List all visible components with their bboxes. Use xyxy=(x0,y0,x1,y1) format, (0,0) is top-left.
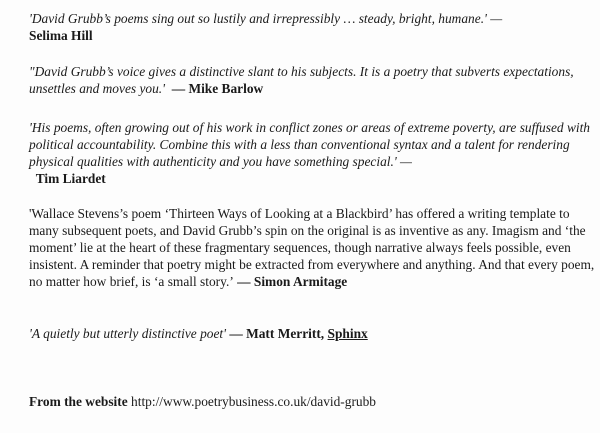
review-quote-2 xyxy=(29,63,595,97)
quote-author: — Mike Barlow xyxy=(171,81,264,96)
quote-author: — Simon Armitage xyxy=(237,274,348,289)
quote-text: "David Grubb’s voice gives a distinctive slant to his subjects. It is a poetry that subverts expectations, unsettles and moves you.' xyxy=(29,64,574,96)
review-quote-3 xyxy=(29,119,595,187)
publication-link[interactable]: Sphinx xyxy=(327,326,368,341)
review-quote-4 xyxy=(29,205,595,290)
quote-text: 'Wallace Stevens’s poem ‘Thirteen Ways of Looking at a Blackbird’ has offered a writing template to many subsequent poets, and David Grubb’s spin on the original is as inventive as any. Imagism and ‘the moment’ lie at the heart of these fragmentary sequences, though narrative always feels possible, even insistent. A reminder that poetry might be extracted from everywhere and anything. And that every poem, no matter how brief, is ‘a small story.’ xyxy=(29,206,595,289)
review-quote-1 xyxy=(29,10,595,44)
quote-author: Tim Liardet xyxy=(35,171,106,186)
quote-author: Selima Hill xyxy=(29,28,93,43)
quote-text: 'David Grubb’s poems sing out so lustily and irrepressibly … steady, bright, humane.' — xyxy=(29,11,503,26)
website-url[interactable]: http://www.poetrybusiness.co.uk/david-grubb xyxy=(131,394,376,409)
quote-text: 'His poems, often growing out of his work in conflict zones or areas of extreme poverty, are suffused with political accountability. Combine this with a less than conventional syntax and a talent for rendering physical qualities with authenticity and you have something special.' — xyxy=(29,120,591,169)
quote-author: — Matt Merritt, xyxy=(229,326,325,341)
review-quote-5 xyxy=(29,325,595,342)
quote-text: 'A quietly but utterly distinctive poet' xyxy=(29,326,226,341)
footer-label: From the website xyxy=(29,394,128,409)
website-footer xyxy=(29,393,595,410)
